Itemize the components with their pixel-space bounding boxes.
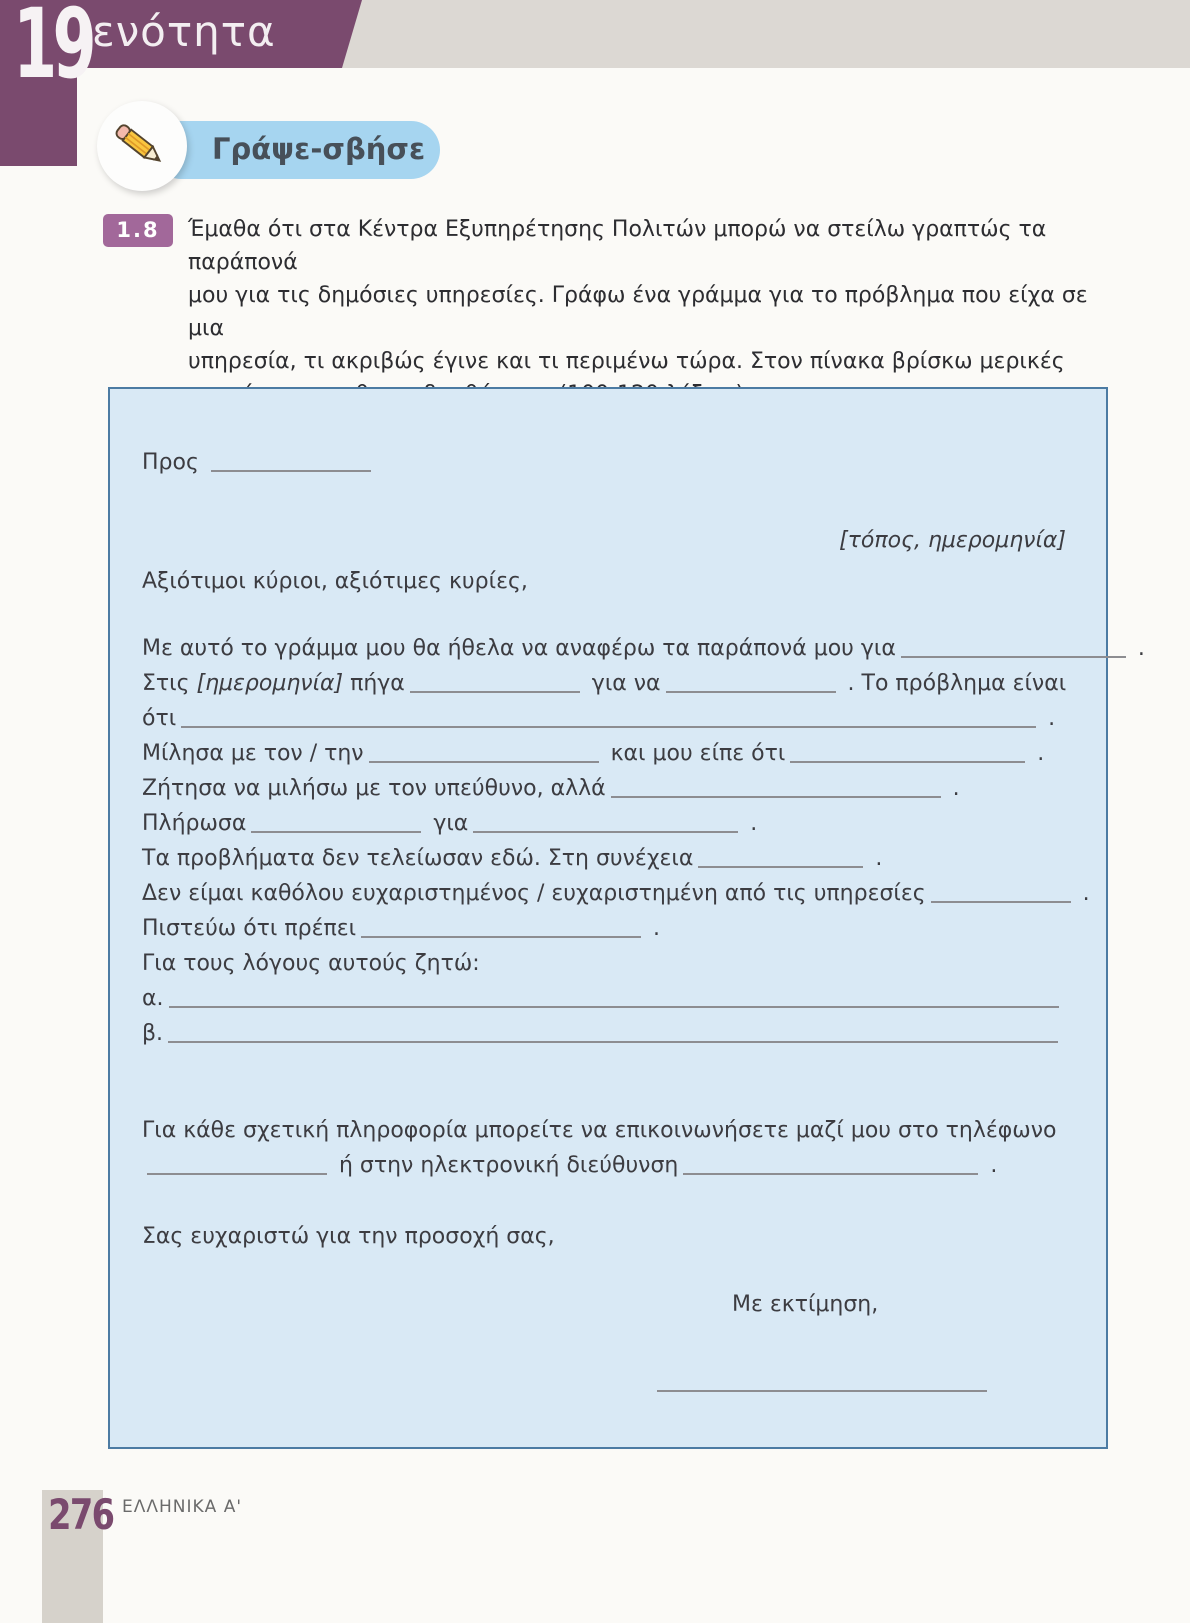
letter-line [142,1113,1056,1148]
unit-number-box [0,0,93,166]
unit-number: 19 [13,0,93,100]
text-segment: β. [142,1021,164,1046]
text-segment: Πλήρωσα [142,811,247,836]
text-line: μου για τις δημόσιες υπηρεσίες. Γράφω ένα γράμμα για το πρόβλημα που είχα σε μια [188,283,1088,341]
text-segment: Μίλησα με τον / την [142,741,364,766]
text-segment: . [1030,741,1045,766]
blank-field [361,922,641,938]
blank-field [211,456,371,472]
signature-line [652,1365,992,1400]
blank-field [181,712,1036,728]
text-segment: . [983,1153,998,1178]
page-number: 276 [48,1490,114,1539]
text-segment: [τόπος, ημερομηνία] [839,528,1066,553]
blank-field [410,677,580,693]
letter-line [839,523,1066,558]
blank-field [657,1376,987,1392]
text-segment: πήγα [343,671,405,696]
text-segment: Στις [142,671,197,696]
salutation-line [142,564,528,599]
blank-field [169,992,1059,1008]
closing-line [732,1287,878,1322]
letter-line [142,806,1145,841]
blank-field [931,887,1071,903]
text-segment: Για τους λόγους αυτούς ζητώ: [142,951,480,976]
blank-field [666,677,836,693]
letter-line [142,631,1145,666]
text-segment: . [868,846,883,871]
text-segment: Ζήτησα να μιλήσω με τον υπεύθυνο, αλλά [142,776,606,801]
letter-line [142,911,1145,946]
text-segment: . Το πρόβλημα είναι [840,671,1067,696]
letter-line [732,1287,878,1322]
exercise-number-badge: 1.8 [103,214,173,247]
unit-label: ενότητα [92,7,276,56]
text-segment: για να [584,671,661,696]
text-segment: . [1041,706,1056,731]
blank-field [473,817,738,833]
text-segment: . [646,916,661,941]
blank-field [611,782,941,798]
text-segment: Σας ευχαριστώ για την προσοχή σας, [142,1224,555,1249]
blank-field [698,852,863,868]
text-line: υπηρεσία, τι ακριβώς έγινε και τι περιμένω τώρα. Στον πίνακα βρίσκω μερικές [188,349,1065,374]
letter-line [142,981,1145,1016]
text-segment: Προς [142,450,206,475]
letter-line [142,564,528,599]
letter-line [142,1148,1056,1183]
blank-field [683,1159,978,1175]
text-segment: Δεν είμαι καθόλου ευχαριστημένος / ευχαριστημένη από τις υπηρεσίες [142,881,926,906]
text-segment: Για κάθε σχετική πληροφορία μπορείτε να επικοινωνήσετε μαζί μου στο τηλέφωνο [142,1118,1057,1143]
letter-body [142,631,1145,1051]
recipient-line [142,445,376,480]
blank-field [790,747,1025,763]
blank-field [369,747,599,763]
text-segment: α. [142,986,164,1011]
date-line [839,523,1066,558]
text-segment: [ημερομηνία] [196,671,344,696]
letter-template-box [108,387,1145,1449]
activity-pill [152,121,440,179]
text-segment: Αξιότιμοι κύριοι, αξιότιμες κυρίες, [142,569,528,594]
header-gray-band [330,0,1190,68]
blank-field [251,817,421,833]
letter-line [142,666,1145,701]
letter-line [142,771,1145,806]
letter-line [142,946,1145,981]
exercise-instruction [188,213,1098,411]
letter-line [142,1016,1145,1051]
text-segment: . [743,811,758,836]
contact-block [142,1113,1056,1183]
letter-line [142,1219,555,1254]
text-segment: Με εκτίμηση, [732,1292,879,1317]
page-number-strip [42,1490,114,1623]
text-segment: και μου είπε ότι [603,741,786,766]
book-title: ΕΛΛΗΝΙΚΑ Α' [122,1497,242,1517]
text-segment: Πιστεύω ότι πρέπει [142,916,357,941]
letter-line [652,1365,992,1400]
text-segment: για [426,811,469,836]
text-segment: . [1130,636,1145,661]
text-segment: . [945,776,960,801]
blank-field [168,1027,1058,1043]
text-segment: ότι [142,706,177,731]
pencil-badge [97,101,187,191]
letter-line [142,701,1145,736]
activity-title: Γράψε-σβήσε [212,132,426,166]
letter-line [142,736,1145,771]
blank-field [147,1159,327,1175]
blank-field [901,642,1126,658]
text-segment: ή στην ηλεκτρονική διεύθυνση [332,1153,679,1178]
thanks-line [142,1219,555,1254]
text-segment: Τα προβλήματα δεν τελείωσαν εδώ. Στη συνέχεια [142,846,694,871]
letter-line [142,876,1145,911]
letter-line [142,841,1145,876]
text-segment: Με αυτό το γράμμα μου θα ήθελα να αναφέρω τα παράπονά μου για [142,636,896,661]
text-segment: . [1075,881,1090,906]
letter-line [142,445,376,480]
text-line: Έμαθα ότι στα Κέντρα Εξυπηρέτησης Πολιτών μπορώ να στείλω γραπτώς τα παράπονά [188,217,1047,275]
